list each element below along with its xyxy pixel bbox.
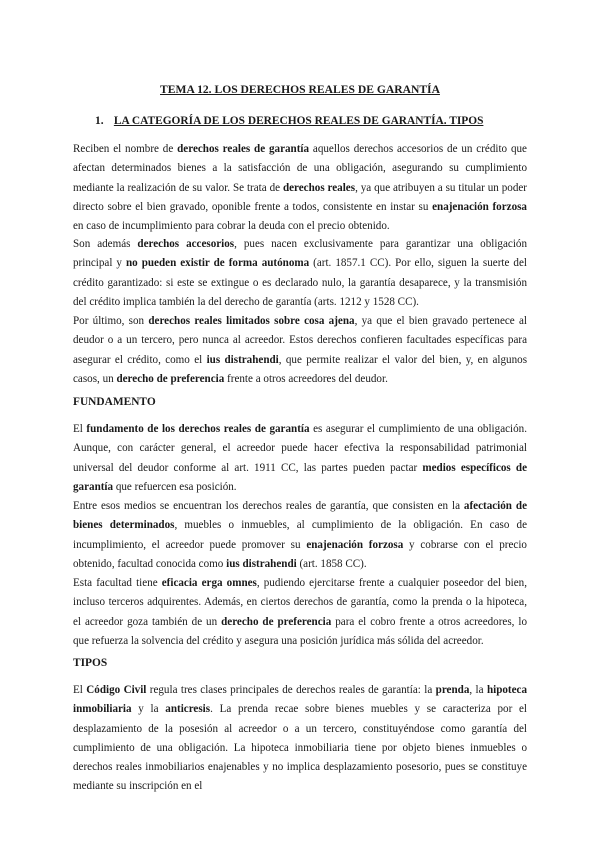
text-run: y cobrarse con el precio obtenido, facultad conocida como [73,538,527,570]
text-run: regula tres clases principales de derechos reales de garantía: la [146,684,436,697]
bold-term: derechos reales [282,181,356,194]
text-run: que refuercen esa posición. [113,480,237,493]
bold-term: afectación de bienes determinados [73,500,527,532]
text-run: Entre esos medios se encuentran los derechos reales de garantía, que consisten en la [73,500,464,513]
bold-term: derechos reales limitados sobre cosa ajena [148,315,355,328]
bold-term: ius distrahendi [206,353,279,366]
paragraph-5 [73,497,527,574]
text-run: Son además [73,238,138,251]
section-title: LA CATEGORÍA DE LOS DERECHOS REALES DE GARANTÍA. TIPOS [113,115,484,127]
text-run: , pudiendo ejercitarse frente a cualquier poseedor del bien, incluso terceros adquirentes. Además, en ciertos derechos de garantía, como la prenda o la hipoteca, el acreedor goza también de un [73,577,527,628]
text-run: Por último, son [73,315,149,328]
text-run: frente a otros acreedores del deudor. [224,372,388,385]
bold-term: no pueden existir de forma autónoma [126,257,310,270]
text-run: es asegurar el cumplimiento de una obligación. Aunque, con carácter general, el acreedor puede hacer efectiva la responsabilidad patrimonial universal del deudor conforme al art. 1911 CC, las partes pueden pactar [73,423,527,474]
text-run: , ya que el bien gravado pertenece al deudor o a un tercero, pero nunca al acreedor. Estos derechos confieren facultades específicas para asegurar el crédito, como el [73,315,527,366]
paragraph-3 [73,312,527,389]
paragraph-1 [73,140,527,236]
bold-term: enajenación forzosa [432,200,527,213]
paragraph-6 [73,574,527,651]
text-run: El [73,423,87,436]
text-run: (art. 1858 CC). [296,557,367,570]
text-run: , muebles o inmuebles, al cumplimiento de la obligación. En caso de incumplimiento, el acreedor puede promover su [73,519,527,551]
bold-term: derechos reales de garantía [177,143,310,156]
text-run: , la [469,684,487,697]
text-run: Esta facultad tiene [73,577,162,590]
text-run: aquellos derechos accesorios de un crédito que afectan determinados bienes a la satisfacción de una obligación, asegurando su cumplimiento mediante la realización de su valor. Se trata de [73,143,527,194]
heading-fundamento: FUNDAMENTO [73,396,156,408]
heading-tipos: TIPOS [73,657,108,669]
section-heading [95,115,483,127]
bold-term: enajenación forzosa [306,538,404,551]
text-run: para el cobro frente a otros acreedores, lo que refuerza la solvencia del crédito y asegura una posición jurídica más sólida del acreedor. [73,615,527,647]
paragraph-4 [73,420,527,497]
bold-term: derechos accesorios [137,238,235,251]
document-title: TEMA 12. LOS DERECHOS REALES DE GARANTÍA [160,83,440,96]
bold-term: medios específicos de garantía [73,461,527,493]
text-run: , que permite realizar el valor del bien, y, en algunos casos, un [73,353,528,385]
bold-term: prenda [435,684,470,697]
text-run: . La prenda recae sobre bienes muebles y se caracteriza por el desplazamiento de la posesión al acreedor o a un tercero, constituyéndose como garantía del cumplimiento de una obligación. La hipoteca inmobiliaria tiene por objeto bienes inmuebles o derechos reales inmobiliarios enajenables y no implica desplazamiento posesorio, pues se constituye mediante su inscripción en el [73,703,528,793]
bold-term: Código Civil [86,684,147,697]
paragraph-7 [73,681,527,796]
text-run: en caso de incumplimiento para cobrar la deuda con el precio obtenido. [73,219,390,232]
text-run: Reciben el nombre de [73,143,178,156]
bold-term: fundamento de los derechos reales de garantía [86,423,310,436]
bold-term: derecho de preferencia [221,615,332,628]
text-run: y la [131,703,166,716]
text-run: El [73,684,87,697]
text-run: (art. 1857.1 CC). Por ello, siguen la suerte del crédito garantizado: si este se extingue o es declarado nulo, la garantía desaparece, y la transmisión del crédito implica también la del derecho de garantía (arts. 1212 y 1528 CC). [73,257,527,308]
bold-term: hipoteca inmobiliaria [73,684,528,716]
bold-term: anticresis [165,703,211,716]
text-run: , pues nacen exclusivamente para garantizar una obligación principal y [73,238,527,270]
text-run: , ya que atribuyen a su titular un poder directo sobre el bien gravado, oponible frente a todos, consistente en instar su [73,181,528,213]
paragraph-2 [73,235,527,312]
section-number: 1. [95,115,104,127]
bold-term: derecho de preferencia [116,372,225,385]
bold-term: ius distrahendi [226,557,297,570]
bold-term: eficacia erga omnes [161,577,257,590]
